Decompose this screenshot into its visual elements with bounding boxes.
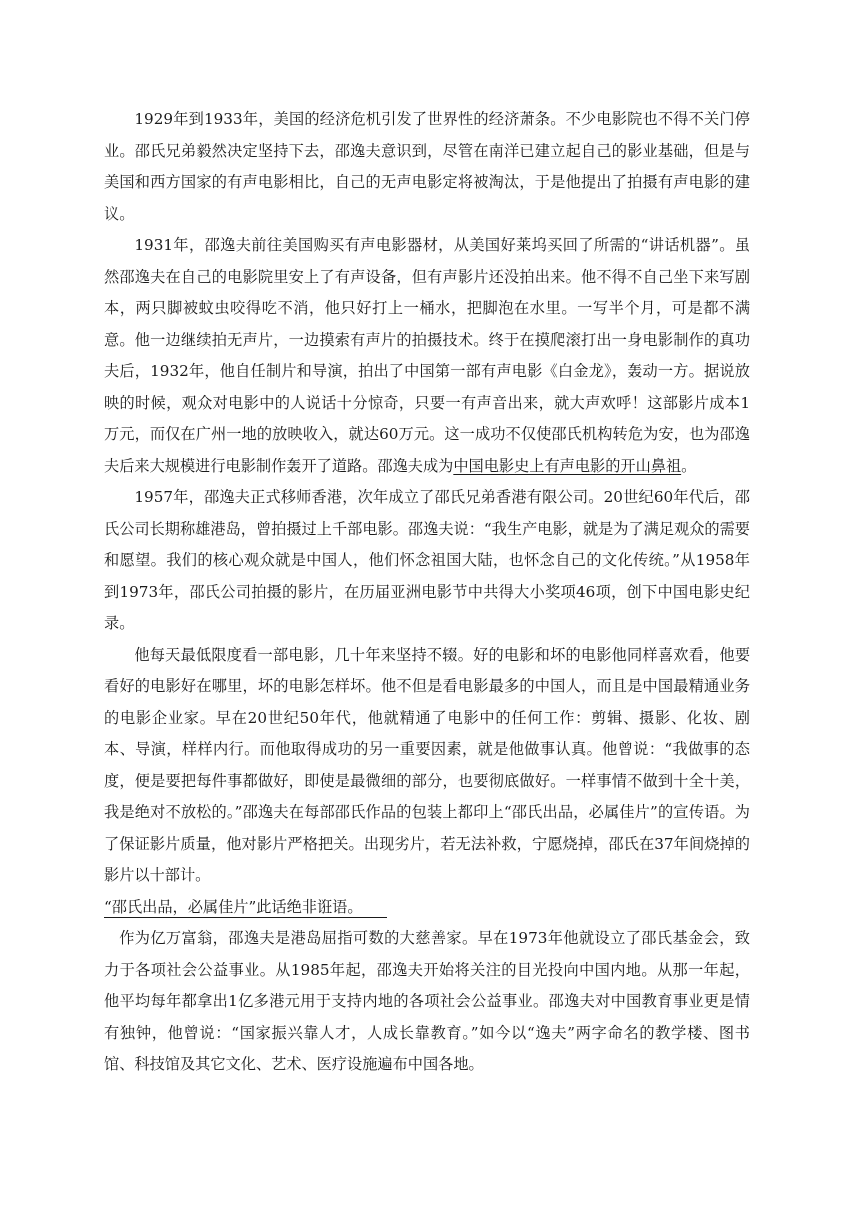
paragraph-1: 1929年到1933年，美国的经济危机引发了世界性的经济萧条。不少电影院也不得不关门停业。邵氏兄弟毅然决定坚持下去，邵逸夫意识到，尽管在南洋已建立起自己的影业基础，但是与美国和西方国家的有声电影相比，自己的无声电影定将被淘汰，于是他提出了拍摄有声电影的建议。 (104, 110, 750, 223)
paragraph-2 (104, 230, 750, 482)
paragraph-3: 1957年，邵逸夫正式移师香港，次年成立了邵氏兄弟香港有限公司。20世纪60年代后，邵氏公司长期称雄港岛，曾拍摄过上千部电影。邵逸夫说：“我生产电影，就是为了满足观众的需要和愿望。我们的核心观众就是中国人，他们怀念祖国大陆，也怀念自己的文化传统。”从1958年到1973年，邵氏公司拍摄的影片，在历届亚洲电影节中共得大小奖项46项，创下中国电影史纪录。 (104, 488, 750, 632)
document-page (104, 104, 750, 1081)
paragraph-4-text: 他每天最低限度看一部电影，几十年来坚持不辍。好的电影和坏的电影他同样喜欢看，他要看好的电影好在哪里，坏的电影怎样坏。他不但是看电影最多的中国人，而且是中国最精通业务的电影企业家。早在20世纪50年代，他就精通了电影中的任何工作：剪辑、摄影、化妆、剧本、导演，样样内行。而他取得成功的另一重要因素，就是他做事认真。他曾说：“我做事的态度，便是要把每件事都做好，即使是最微细的部分，也要彻底做好。一样事情不做到十全十美，我是绝对不放松的。”邵逸夫在每部邵氏作品的包装上都印上“邵氏出品，必属佳片”的宣传语。为了保证影片质量，他对影片严格把关。出现劣片，若无法补救，宁愿烧掉，邵氏在37年间烧掉的影片以十部计。 (104, 645, 750, 884)
paragraph-5: 作为亿万富翁，邵逸夫是港岛屈指可数的大慈善家。早在1973年他就设立了邵氏基金会，致力于各项社会公益事业。从1985年起，邵逸夫开始将关注的目光投向中国内地。从那一年起，他平均每年都拿出1亿多港元用于支持内地的各项社会公益事业。邵逸夫对中国教育事业更是情有独钟，他曾说：“国家振兴靠人才，人成长靠教育。”如今以“逸夫”两字命名的教学楼、图书馆、科技馆及其它文化、艺术、医疗设施遍布中国各地。 (104, 929, 750, 1073)
underlined-phrase: 中国电影史上有声电影的开山鼻祖 (453, 456, 682, 475)
underlined-sentence: “邵氏出品，必属佳片”此话绝非诳语。 (104, 897, 387, 918)
paragraph-2-text: 1931年，邵逸夫前往美国购买有声电影器材，从美国好莱坞买回了所需的“讲话机器”。虽然邵逸夫在自己的电影院里安上了有声设备，但有声影片还没拍出来。他不得不自己坐下来写剧本，两只脚被蚊虫咬得吃不消，他只好打上一桶水，把脚泡在水里。一写半个月，可是都不满意。他一边继续拍无声片，一边摸索有声片的拍摄技术。终于在摸爬滚打出一身电影制作的真功夫后，1932年，他自任制片和导演，拍出了中国第一部有声电影《白金龙》，轰动一方。据说放映的时候，观众对电影中的人说话十分惊奇，只要一有声音出来，就大声欢呼！这部影片成本1万元，而仅在广州一地的放映收入，就达60万元。这一成功不仅使邵氏机构转危为安，也为邵逸夫后来大规模进行电影制作轰开了道路。邵逸夫成为 (104, 236, 750, 475)
paragraph-4 (104, 640, 750, 924)
paragraph-2-end: 。 (681, 456, 697, 475)
